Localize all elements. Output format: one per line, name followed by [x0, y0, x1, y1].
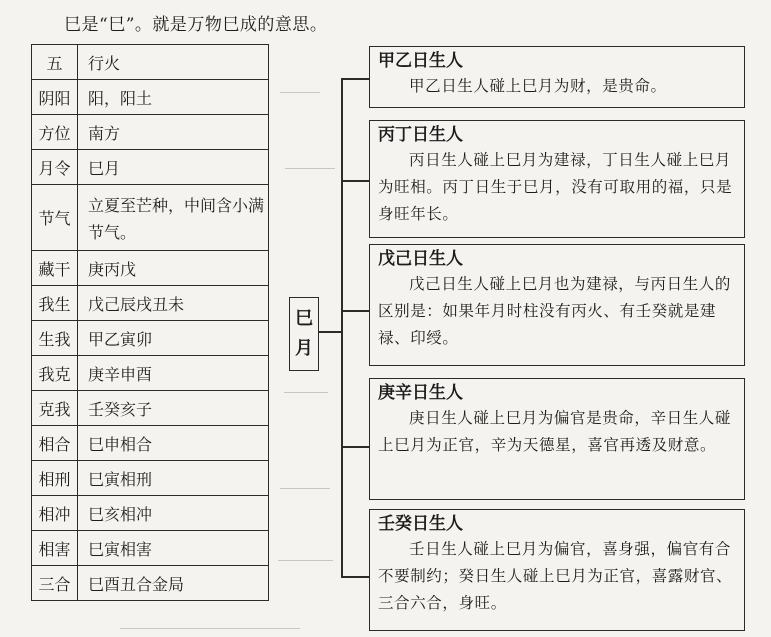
connector-line: [317, 331, 341, 333]
connector-line: [341, 446, 369, 448]
row-key: 相冲: [32, 496, 78, 531]
table-row: [32, 251, 269, 286]
paper-noise: [278, 560, 333, 561]
month-char-1: 巳: [295, 308, 313, 329]
month-label: [289, 297, 319, 371]
table-row: [32, 461, 269, 496]
row-value: 壬癸亥子: [78, 391, 269, 426]
info-box-bingding: [369, 120, 745, 238]
row-key: 我克: [32, 356, 78, 391]
row-key: 相刑: [32, 461, 78, 496]
info-box-gengxin: [369, 378, 745, 500]
table-row: [32, 566, 269, 601]
box-title: 甲乙日生人: [378, 51, 463, 71]
paper-noise: [120, 628, 300, 629]
box-title: 壬癸日生人: [378, 514, 463, 534]
table-row: [32, 356, 269, 391]
row-value: 庚丙戊: [78, 251, 269, 286]
row-key: 阴阳: [32, 80, 78, 115]
table-row: [32, 286, 269, 321]
row-key: 我生: [32, 286, 78, 321]
row-value: 巳申相合: [78, 426, 269, 461]
row-value: 立夏至芒种，中间含小满节气。: [78, 185, 269, 251]
connector-line: [341, 78, 369, 80]
row-key: 节气: [32, 185, 78, 251]
row-value: 庚辛申酉: [78, 356, 269, 391]
row-key: 三合: [32, 566, 78, 601]
row-value: 甲乙寅卯: [78, 321, 269, 356]
table-row: [32, 80, 269, 115]
paper-noise: [280, 488, 330, 489]
table-row: [32, 115, 269, 150]
row-value: 南方: [78, 115, 269, 150]
row-value: 巳寅相刑: [78, 461, 269, 496]
connector-line: [341, 576, 369, 578]
info-box-jiayi: [369, 46, 745, 108]
row-value: 行火: [78, 45, 269, 80]
row-key: 藏干: [32, 251, 78, 286]
info-box-rengui: [369, 509, 745, 631]
row-value: 巳月: [78, 150, 269, 185]
box-body: 庚日生人碰上巳月为偏官是贵命，辛日生人碰上巳月为正官，辛为天德星，喜官再透及财意。: [378, 409, 732, 454]
table-row: [32, 321, 269, 356]
box-title: 戊己日生人: [378, 249, 463, 269]
bracket-line: [341, 78, 343, 576]
box-body: 壬日生人碰上巳月为偏官，喜身强，偏官有合不要制约；癸日生人碰上巳月为正官，喜露财官、三合六合，身旺。: [378, 540, 733, 612]
row-key: 五: [32, 45, 78, 80]
row-key: 生我: [32, 321, 78, 356]
box-body: 戊己日生人碰上巳月也为建禄，与丙日生人的区别是：如果年月时柱没有丙火、有壬癸就是建禄、印绶。: [378, 275, 732, 347]
attribute-table: [31, 44, 269, 601]
table-row: [32, 496, 269, 531]
paper-noise: [284, 392, 328, 393]
row-value: 巳酉丑合金局: [78, 566, 269, 601]
paper-noise: [285, 168, 335, 169]
table-row: [32, 45, 269, 80]
paper-noise: [280, 92, 320, 93]
intro-text: 巳是“巳”。就是万物巳成的意思。: [64, 15, 328, 35]
connector-line: [341, 310, 369, 312]
table-row: [32, 391, 269, 426]
box-title: 丙丁日生人: [378, 125, 463, 145]
info-box-wuji: [369, 244, 745, 366]
table-row: [32, 426, 269, 461]
row-key: 方位: [32, 115, 78, 150]
connector-line: [341, 180, 369, 182]
row-value: 巳亥相冲: [78, 496, 269, 531]
row-key: 月令: [32, 150, 78, 185]
table-row: [32, 185, 269, 251]
box-title: 庚辛日生人: [378, 383, 463, 403]
row-key: 相害: [32, 531, 78, 566]
box-body: 丙日生人碰上巳月为建禄，丁日生人碰上巳月为旺相。丙丁日生于巳月，没有可取用的福，只是身旺年长。: [378, 151, 733, 223]
box-body: 甲乙日生人碰上巳月为财，是贵命。: [409, 77, 667, 95]
row-key: 相合: [32, 426, 78, 461]
row-key: 克我: [32, 391, 78, 426]
row-value: 巳寅相害: [78, 531, 269, 566]
row-value: 戊己辰戌丑未: [78, 286, 269, 321]
month-char-2: 月: [295, 338, 313, 359]
table-row: [32, 150, 269, 185]
table-row: [32, 531, 269, 566]
row-value: 阳，阳土: [78, 80, 269, 115]
